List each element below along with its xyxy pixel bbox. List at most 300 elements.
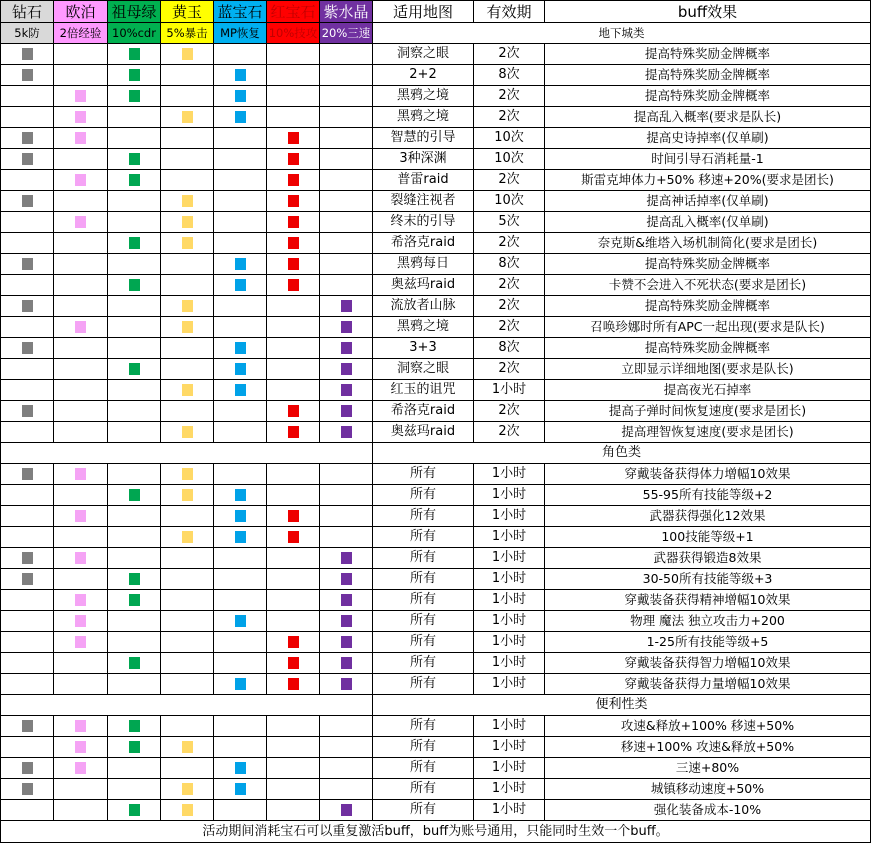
gem-marker-diamond-icon [22, 195, 33, 207]
gem-cell-ruby [267, 758, 320, 779]
gem-marker-sapphire-icon [235, 531, 246, 543]
gem-cell-ruby [267, 317, 320, 338]
gem-cell-emerald [108, 275, 161, 296]
map-cell: 所有 [373, 485, 474, 506]
footer-note: 活动期间消耗宝石可以重复激活buff，buff为账号通用，只能同时生效一个buff。 [1, 821, 871, 843]
gem-marker-topaz-icon [182, 384, 193, 396]
gem-cell-amethyst [320, 86, 373, 107]
map-cell: 洞察之眼 [373, 44, 474, 65]
gem-cell-opal [54, 65, 108, 86]
gem-cell-emerald [108, 401, 161, 422]
gem-cell-topaz [161, 317, 214, 338]
gem-bonus-ruby: 10%技攻 [267, 23, 320, 44]
gem-cell-sapphire [214, 65, 267, 86]
gem-cell-ruby [267, 170, 320, 191]
map-cell: 红玉的诅咒 [373, 380, 474, 401]
gem-cell-diamond [1, 65, 54, 86]
gem-cell-topaz [161, 296, 214, 317]
table-row [1, 233, 871, 254]
gem-marker-diamond-icon [22, 783, 33, 795]
gem-cell-emerald [108, 590, 161, 611]
gem-marker-opal-icon [75, 720, 86, 732]
duration-cell: 1小时 [474, 548, 545, 569]
duration-cell: 8次 [474, 254, 545, 275]
gem-cell-opal [54, 317, 108, 338]
duration-cell: 1小时 [474, 716, 545, 737]
gem-cell-ruby [267, 359, 320, 380]
gem-cell-emerald [108, 674, 161, 695]
gem-cell-diamond [1, 338, 54, 359]
gem-marker-diamond-icon [22, 69, 33, 81]
effect-cell: 强化装备成本-10% [545, 800, 871, 821]
gem-marker-emerald-icon [129, 657, 140, 669]
gem-cell-ruby [267, 254, 320, 275]
gem-cell-topaz [161, 191, 214, 212]
gem-cell-ruby [267, 485, 320, 506]
duration-cell: 2次 [474, 296, 545, 317]
gem-cell-sapphire [214, 359, 267, 380]
gem-cell-diamond [1, 611, 54, 632]
gem-cell-opal [54, 44, 108, 65]
gem-marker-amethyst-icon [341, 678, 352, 690]
gem-cell-sapphire [214, 380, 267, 401]
gem-cell-diamond [1, 44, 54, 65]
effect-cell: 提高理智恢复速度(要求是团长) [545, 422, 871, 443]
duration-cell: 10次 [474, 191, 545, 212]
gem-marker-opal-icon [75, 636, 86, 648]
gem-marker-emerald-icon [129, 804, 140, 816]
gem-cell-emerald [108, 716, 161, 737]
table-row [1, 191, 871, 212]
duration-cell: 2次 [474, 233, 545, 254]
effect-cell: 移速+100% 攻速&释放+50% [545, 737, 871, 758]
gem-marker-ruby-icon [288, 678, 299, 690]
map-cell: 智慧的引导 [373, 128, 474, 149]
table-body [1, 1, 871, 843]
gem-marker-topaz-icon [182, 300, 193, 312]
gem-cell-ruby [267, 191, 320, 212]
table-row [1, 44, 871, 65]
gem-cell-opal [54, 401, 108, 422]
section-blank-cell [1, 695, 373, 716]
column-header-map: 适用地图 [373, 1, 474, 23]
gem-marker-sapphire-icon [235, 783, 246, 795]
gem-marker-opal-icon [75, 321, 86, 333]
gem-marker-topaz-icon [182, 741, 193, 753]
gem-cell-sapphire [214, 275, 267, 296]
table-row [1, 716, 871, 737]
duration-cell: 1小时 [474, 758, 545, 779]
gem-marker-amethyst-icon [341, 300, 352, 312]
duration-cell: 2次 [474, 359, 545, 380]
gem-cell-sapphire [214, 653, 267, 674]
gem-cell-diamond [1, 485, 54, 506]
gem-cell-opal [54, 212, 108, 233]
effect-cell: 奈克斯&维塔入场机制简化(要求是团长) [545, 233, 871, 254]
gem-marker-diamond-icon [22, 762, 33, 774]
gem-cell-ruby [267, 527, 320, 548]
gem-cell-opal [54, 107, 108, 128]
gem-cell-sapphire [214, 569, 267, 590]
gem-cell-sapphire [214, 422, 267, 443]
gem-marker-opal-icon [75, 468, 86, 480]
gem-marker-amethyst-icon [341, 573, 352, 585]
table-row [1, 779, 871, 800]
gem-cell-sapphire [214, 296, 267, 317]
map-cell: 所有 [373, 464, 474, 485]
gem-cell-topaz [161, 254, 214, 275]
gem-cell-amethyst [320, 233, 373, 254]
gem-cell-topaz [161, 149, 214, 170]
duration-cell: 1小时 [474, 506, 545, 527]
table-row [1, 548, 871, 569]
gem-cell-emerald [108, 527, 161, 548]
effect-cell: 提高乱入概率(要求是队长) [545, 107, 871, 128]
gem-cell-diamond [1, 359, 54, 380]
gem-cell-topaz [161, 107, 214, 128]
effect-cell: 穿戴装备获得体力增幅10效果 [545, 464, 871, 485]
map-cell: 所有 [373, 674, 474, 695]
gem-marker-diamond-icon [22, 258, 33, 270]
gem-cell-opal [54, 359, 108, 380]
gem-cell-opal [54, 611, 108, 632]
duration-cell: 5次 [474, 212, 545, 233]
gem-cell-emerald [108, 380, 161, 401]
gem-cell-sapphire [214, 317, 267, 338]
table-row [1, 632, 871, 653]
effect-cell: 三速+80% [545, 758, 871, 779]
gem-cell-amethyst [320, 506, 373, 527]
gem-cell-topaz [161, 380, 214, 401]
gem-marker-ruby-icon [288, 279, 299, 291]
gem-cell-diamond [1, 212, 54, 233]
map-cell: 所有 [373, 527, 474, 548]
gem-marker-emerald-icon [129, 237, 140, 249]
effect-cell: 1-25所有技能等级+5 [545, 632, 871, 653]
gem-cell-emerald [108, 170, 161, 191]
effect-cell: 提高特殊奖励金牌概率 [545, 254, 871, 275]
gem-cell-emerald [108, 212, 161, 233]
gem-cell-diamond [1, 107, 54, 128]
gem-cell-amethyst [320, 737, 373, 758]
map-cell: 普雷raid [373, 170, 474, 191]
gem-cell-diamond [1, 191, 54, 212]
gem-cell-ruby [267, 590, 320, 611]
table-row [1, 170, 871, 191]
gem-header-amethyst: 紫水晶 [320, 1, 373, 23]
table-row [1, 737, 871, 758]
gem-marker-topaz-icon [182, 426, 193, 438]
gem-cell-emerald [108, 422, 161, 443]
gem-cell-sapphire [214, 464, 267, 485]
gem-cell-amethyst [320, 317, 373, 338]
gem-marker-ruby-icon [288, 405, 299, 417]
gem-marker-diamond-icon [22, 300, 33, 312]
table-row [1, 653, 871, 674]
effect-cell: 提高夜光石掉率 [545, 380, 871, 401]
gem-cell-sapphire [214, 86, 267, 107]
gem-marker-ruby-icon [288, 216, 299, 228]
map-cell: 3种深渊 [373, 149, 474, 170]
gem-cell-sapphire [214, 611, 267, 632]
gem-cell-diamond [1, 800, 54, 821]
gem-header-opal: 欧泊 [54, 1, 108, 23]
gem-cell-ruby [267, 233, 320, 254]
gem-cell-sapphire [214, 485, 267, 506]
gem-marker-amethyst-icon [341, 657, 352, 669]
gem-marker-amethyst-icon [341, 384, 352, 396]
gem-marker-sapphire-icon [235, 69, 246, 81]
gem-cell-topaz [161, 800, 214, 821]
gem-cell-amethyst [320, 590, 373, 611]
gem-cell-sapphire [214, 191, 267, 212]
gem-marker-topaz-icon [182, 783, 193, 795]
duration-cell: 1小时 [474, 527, 545, 548]
duration-cell: 8次 [474, 338, 545, 359]
section-header-row [1, 443, 871, 464]
gem-bonus-opal: 2倍经验 [54, 23, 108, 44]
duration-cell: 1小时 [474, 632, 545, 653]
gem-cell-opal [54, 632, 108, 653]
gem-cell-diamond [1, 737, 54, 758]
table-row [1, 380, 871, 401]
gem-cell-topaz [161, 779, 214, 800]
gem-cell-topaz [161, 464, 214, 485]
gem-cell-emerald [108, 737, 161, 758]
gem-cell-amethyst [320, 527, 373, 548]
gem-cell-topaz [161, 716, 214, 737]
gem-marker-opal-icon [75, 90, 86, 102]
gem-marker-ruby-icon [288, 195, 299, 207]
gem-cell-topaz [161, 65, 214, 86]
gem-header-topaz: 黄玉 [161, 1, 214, 23]
gem-cell-amethyst [320, 674, 373, 695]
duration-cell: 2次 [474, 317, 545, 338]
gem-cell-emerald [108, 65, 161, 86]
gem-header-emerald: 祖母绿 [108, 1, 161, 23]
table-row [1, 296, 871, 317]
gem-cell-emerald [108, 317, 161, 338]
gem-marker-ruby-icon [288, 174, 299, 186]
gem-cell-sapphire [214, 44, 267, 65]
gem-cell-opal [54, 758, 108, 779]
gem-cell-diamond [1, 506, 54, 527]
gem-cell-diamond [1, 275, 54, 296]
gem-cell-topaz [161, 275, 214, 296]
gem-cell-emerald [108, 191, 161, 212]
gem-cell-sapphire [214, 737, 267, 758]
gem-marker-diamond-icon [22, 573, 33, 585]
gem-cell-ruby [267, 149, 320, 170]
table-row [1, 422, 871, 443]
gem-cell-diamond [1, 422, 54, 443]
gem-cell-diamond [1, 380, 54, 401]
gem-marker-opal-icon [75, 741, 86, 753]
gem-cell-emerald [108, 149, 161, 170]
gem-cell-amethyst [320, 716, 373, 737]
gem-cell-diamond [1, 674, 54, 695]
map-cell: 黑鸦之境 [373, 107, 474, 128]
gem-cell-topaz [161, 212, 214, 233]
gem-cell-opal [54, 422, 108, 443]
gem-marker-sapphire-icon [235, 678, 246, 690]
gem-marker-diamond-icon [22, 552, 33, 564]
duration-cell: 2次 [474, 86, 545, 107]
gem-marker-sapphire-icon [235, 279, 246, 291]
gem-marker-emerald-icon [129, 174, 140, 186]
gem-cell-topaz [161, 590, 214, 611]
map-cell: 所有 [373, 779, 474, 800]
duration-cell: 1小时 [474, 653, 545, 674]
gem-header-ruby: 红宝石 [267, 1, 320, 23]
gem-cell-sapphire [214, 254, 267, 275]
map-cell: 黑鸦之境 [373, 86, 474, 107]
gem-cell-emerald [108, 86, 161, 107]
effect-cell: 召唤珍娜时所有APC一起出现(要求是队长) [545, 317, 871, 338]
gem-marker-sapphire-icon [235, 615, 246, 627]
gem-cell-opal [54, 653, 108, 674]
gem-marker-diamond-icon [22, 342, 33, 354]
gem-cell-diamond [1, 128, 54, 149]
map-cell: 奥兹玛raid [373, 275, 474, 296]
table-row [1, 86, 871, 107]
gem-marker-ruby-icon [288, 531, 299, 543]
gem-marker-emerald-icon [129, 153, 140, 165]
gem-cell-amethyst [320, 128, 373, 149]
gem-cell-emerald [108, 632, 161, 653]
gem-cell-ruby [267, 275, 320, 296]
gem-cell-sapphire [214, 800, 267, 821]
gem-cell-opal [54, 254, 108, 275]
table-row [1, 212, 871, 233]
duration-cell: 1小时 [474, 737, 545, 758]
gem-cell-sapphire [214, 170, 267, 191]
gem-cell-ruby [267, 737, 320, 758]
gem-marker-topaz-icon [182, 216, 193, 228]
table-row [1, 527, 871, 548]
duration-cell: 2次 [474, 107, 545, 128]
gem-marker-sapphire-icon [235, 384, 246, 396]
duration-cell: 2次 [474, 44, 545, 65]
gem-cell-amethyst [320, 44, 373, 65]
gem-cell-amethyst [320, 464, 373, 485]
map-cell: 所有 [373, 800, 474, 821]
duration-cell: 8次 [474, 65, 545, 86]
gem-cell-opal [54, 716, 108, 737]
map-cell: 所有 [373, 737, 474, 758]
table-row [1, 464, 871, 485]
gem-header-diamond: 钻石 [1, 1, 54, 23]
effect-cell: 55-95所有技能等级+2 [545, 485, 871, 506]
gem-cell-ruby [267, 422, 320, 443]
gem-cell-opal [54, 485, 108, 506]
section-title: 便利性类 [373, 695, 871, 716]
gem-cell-ruby [267, 653, 320, 674]
duration-cell: 2次 [474, 422, 545, 443]
gem-cell-opal [54, 149, 108, 170]
gem-cell-diamond [1, 758, 54, 779]
gem-cell-emerald [108, 548, 161, 569]
gem-cell-topaz [161, 401, 214, 422]
gem-cell-topaz [161, 674, 214, 695]
gem-cell-sapphire [214, 506, 267, 527]
column-header-duration: 有效期 [474, 1, 545, 23]
gem-marker-amethyst-icon [341, 363, 352, 375]
map-cell: 所有 [373, 548, 474, 569]
gem-cell-ruby [267, 548, 320, 569]
gem-cell-opal [54, 464, 108, 485]
gem-cell-ruby [267, 506, 320, 527]
gem-marker-diamond-icon [22, 720, 33, 732]
gem-cell-opal [54, 380, 108, 401]
gem-cell-sapphire [214, 716, 267, 737]
gem-cell-amethyst [320, 422, 373, 443]
gem-marker-amethyst-icon [341, 321, 352, 333]
gem-marker-diamond-icon [22, 132, 33, 144]
map-cell: 终末的引导 [373, 212, 474, 233]
gem-cell-opal [54, 191, 108, 212]
gem-bonus-amethyst: 20%三速 [320, 23, 373, 44]
gem-cell-diamond [1, 653, 54, 674]
footer-row [1, 821, 871, 843]
effect-cell: 穿戴装备获得精神增幅10效果 [545, 590, 871, 611]
duration-cell: 1小时 [474, 380, 545, 401]
gem-marker-opal-icon [75, 615, 86, 627]
gem-cell-ruby [267, 611, 320, 632]
gem-cell-sapphire [214, 401, 267, 422]
gem-marker-emerald-icon [129, 573, 140, 585]
table-row [1, 317, 871, 338]
gem-cell-opal [54, 275, 108, 296]
table-row [1, 674, 871, 695]
gem-cell-amethyst [320, 611, 373, 632]
gem-cell-sapphire [214, 149, 267, 170]
gem-cell-topaz [161, 569, 214, 590]
duration-cell: 10次 [474, 149, 545, 170]
gem-cell-opal [54, 590, 108, 611]
gem-marker-ruby-icon [288, 510, 299, 522]
gem-bonus-topaz: 5%暴击 [161, 23, 214, 44]
gem-cell-sapphire [214, 674, 267, 695]
table-row [1, 506, 871, 527]
gem-cell-opal [54, 737, 108, 758]
map-cell: 所有 [373, 632, 474, 653]
gem-cell-ruby [267, 464, 320, 485]
map-cell: 黑鸦之境 [373, 317, 474, 338]
header-row-gem-bonus [1, 23, 871, 44]
effect-cell: 穿戴装备获得力量增幅10效果 [545, 674, 871, 695]
gem-marker-emerald-icon [129, 720, 140, 732]
gem-cell-opal [54, 233, 108, 254]
effect-cell: 武器获得强化12效果 [545, 506, 871, 527]
gem-marker-emerald-icon [129, 69, 140, 81]
gem-marker-opal-icon [75, 510, 86, 522]
gem-cell-emerald [108, 338, 161, 359]
duration-cell: 1小时 [474, 590, 545, 611]
gem-marker-topaz-icon [182, 195, 193, 207]
gem-cell-diamond [1, 569, 54, 590]
gem-marker-sapphire-icon [235, 762, 246, 774]
table-row [1, 590, 871, 611]
gem-cell-amethyst [320, 254, 373, 275]
effect-cell: 时间引导石消耗量-1 [545, 149, 871, 170]
effect-cell: 提高特殊奖励金牌概率 [545, 65, 871, 86]
gem-cell-emerald [108, 254, 161, 275]
table-row [1, 128, 871, 149]
map-cell: 流放者山脉 [373, 296, 474, 317]
gem-cell-diamond [1, 464, 54, 485]
gem-marker-opal-icon [75, 762, 86, 774]
